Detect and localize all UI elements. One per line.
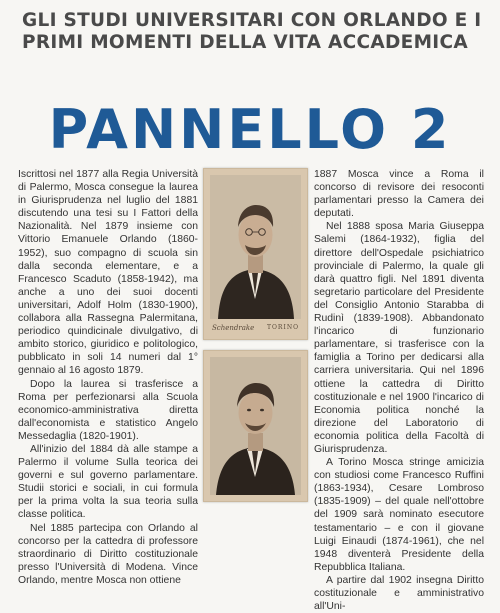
text-column-left	[18, 168, 198, 587]
portrait-image	[210, 357, 301, 495]
paragraph: A partire dal 1902 insegna Diritto costituzionale e amministrativo all'Uni-	[314, 574, 484, 613]
page-title	[22, 10, 492, 54]
paragraph: A Torino Mosca stringe amicizia con studiosi come Francesco Ruffini (1863-1934), Cesare Lombroso (1835-1909) – del quale nell'ottobre del 1909 sarà nominato esecutore testamentario – e con il giovane Luigi Einaudi (1874-1961), che nel 1948 diventerà Presidente della Repubblica Italiana.	[314, 457, 484, 573]
page-title-line-1: GLI STUDI UNIVERSITARI CON ORLANDO E I	[22, 10, 482, 31]
paragraph: Nel 1885 partecipa con Orlando al concorso per la cattedra di professore straordinario di Diritto costituzionale presso l'Università di Modena. Vince Orlando, mentre Mosca non ottiene	[18, 522, 198, 586]
portrait-figure-icon	[210, 357, 301, 495]
portrait-image	[210, 175, 301, 319]
portrait-photo-top	[203, 168, 308, 340]
paragraph: Dopo la laurea si trasferisce a Roma per perfezionarsi alla Scuola economico-amministrativa diretta dall'economista e statistico Angelo Messedaglia (1820-1901).	[18, 378, 198, 442]
page-title-line-2: PRIMI MOMENTI DELLA VITA ACCADEMICA	[22, 32, 468, 53]
panel-heading: PANNELLO 2	[48, 98, 452, 161]
studio-signature: Schendrake	[212, 324, 255, 332]
text-column-right	[314, 168, 484, 613]
paragraph: 1887 Mosca vince a Roma il concorso di revisore dei resoconti parlamentari presso la Camera dei deputati.	[314, 169, 484, 220]
studio-city: TORINO	[267, 324, 299, 331]
photo-studio-caption	[210, 321, 301, 335]
paragraph: Iscrittosi nel 1877 alla Regia Università di Palermo, Mosca consegue la laurea in Giurisprudenza nel luglio del 1881 discutendo una tesi su I Fattori della Nazionalità. Nel 1879 insieme con Vittorio Emanuele Orlando (1860-1952), suo compagno di scuola sin dalla seconda elementare, e a Francesco Scaduto (1858-1942), ma anche a uno dei suoi docenti universitari, Adolf Holm (1830-1900), collabora alla Rassegna Palermitana, periodico quindicinale divulgativo, di ambito storico, giuridico e politologico, pubblicato in soli 14 numeri dal 1° gennaio al 16 agosto 1879.	[18, 169, 198, 377]
paragraph: Nel 1888 sposa Maria Giuseppa Salemi (1864-1932), figlia del direttore dell'Ospedale psichiatrico provinciale di Palermo, la quale gli darà quattro figli. Nel 1891 diventa segretario particolare del Presidente del Consiglio Antonio Starabba di Rudinì (1839-1908). Abbandonato l'incarico di funzionario parlamentare, si trasferisce con la famiglia a Torino per dedicarsi alla carriera universitaria. Qui nel 1896 ottiene la cattedra di Diritto costituzionale e nel 1900 l'incarico di Economia politica nonché la direzione del Laboratorio di economia politica della Facoltà di Giurisprudenza.	[314, 221, 484, 455]
paragraph: All'inizio del 1884 dà alle stampe a Palermo il volume Sulla teorica dei governi e sul governo parlamentare. Studii storici e sociali, in cui formula per la prima volta la sua teoria sulla classe politica.	[18, 443, 198, 521]
portrait-photo-bottom	[203, 350, 308, 502]
portrait-figure-icon	[210, 175, 301, 319]
